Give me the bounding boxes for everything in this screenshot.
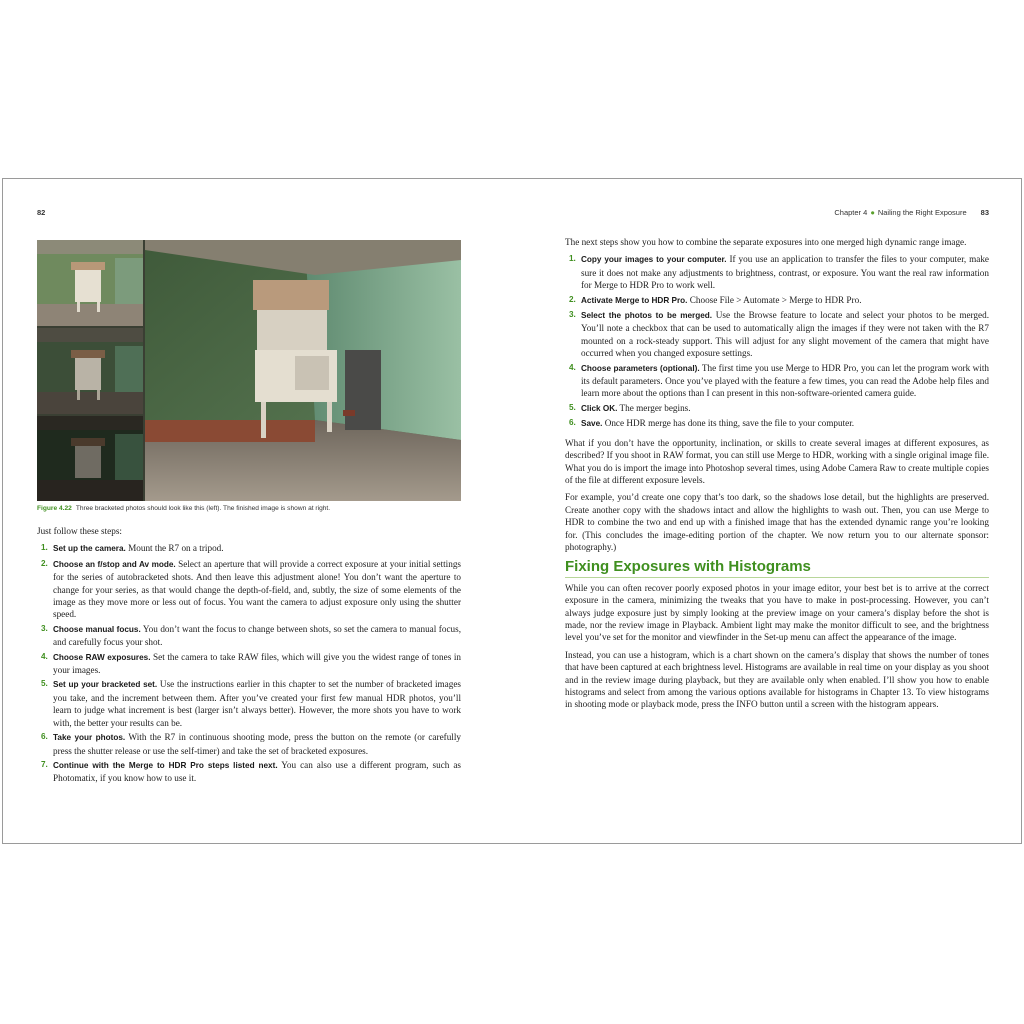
step-text: Mount the R7 on a tripod. — [125, 543, 224, 554]
list-item — [565, 417, 989, 430]
step-number: 6. — [41, 732, 48, 742]
step-number: 4. — [41, 651, 48, 661]
step-text: The first time you use Merge to HDR Pro, you can let the program work with its default parameters. Once you’ve played with the feature a few times, you can read the Adobe help files and learn more about the options than I can present in this non-software-oriented camera guide. — [581, 362, 989, 399]
bullet-separator-icon: ● — [870, 208, 875, 217]
shooting-steps-list — [37, 542, 461, 784]
step-number: 3. — [569, 310, 576, 320]
right-intro: The next steps show you how to combine the separate exposures into one merged high dynamic range image. — [565, 237, 967, 247]
section-heading: Fixing Exposures with Histograms — [565, 561, 989, 577]
list-item — [37, 558, 461, 621]
step-lead: Click OK. — [581, 403, 618, 413]
list-item — [565, 294, 989, 307]
paragraph-example-copies: For example, you’d create one copy that’s too dark, so the shadows lose detail, but the highlights are preserved. Create another copy with the shadows intact and allow the highlights to wash out. Then, you can use Merge to HDR to combine the two and end up with a finished image that has the extended dynamic range you’re looking for. (This concludes the image-editing portion of the chapter. We now return you to our alternate sponsor: photography.) — [565, 492, 989, 552]
step-number: 4. — [569, 362, 576, 372]
step-number: 2. — [569, 294, 576, 304]
figure-caption-text: Three bracketed photos should look like this (left). The finished image is shown at right. — [75, 505, 331, 512]
figure-4-22 — [37, 240, 461, 501]
step-text: Select an aperture that will provide a correct exposure at your initial settings for the series of autobracketed shots. And then leave this adjustment alone! You don’t want the aperture to change for your series, as that would change the depth-of-field, and, subtly, the size of some elements of the image as they move more or less out of focus. You want the camera to adjust exposure only using the shutter speed. — [53, 558, 461, 620]
bracketed-photo-bright — [37, 416, 143, 501]
step-text: With the R7 in continuous shooting mode, press the button on the remote (or carefully press the shutter release or use the self-timer) and take the set of bracketed exposures. — [53, 732, 461, 756]
step-lead: Select the photos to be merged. — [581, 311, 713, 321]
chapter-number: Chapter 4 — [834, 208, 868, 217]
list-item — [565, 253, 989, 291]
step-number: 5. — [41, 679, 48, 689]
right-page-number: 83 — [980, 208, 989, 217]
step-lead: Choose RAW exposures. — [53, 652, 151, 662]
right-page — [513, 179, 1023, 843]
bracketed-photo-normal — [37, 328, 143, 414]
merge-steps-list — [565, 253, 989, 430]
list-item — [565, 402, 989, 415]
step-lead: Take your photos. — [53, 733, 126, 743]
bracketed-photo-dark — [37, 240, 143, 326]
list-item — [565, 362, 989, 400]
figure-caption — [37, 505, 467, 512]
list-item — [37, 759, 461, 785]
step-lead: Set up your bracketed set. — [53, 680, 158, 690]
right-body-text — [565, 236, 989, 716]
step-lead: Choose an f/stop and Av mode. — [53, 559, 176, 569]
left-page-number: 82 — [37, 208, 46, 217]
left-page — [3, 179, 513, 843]
list-item — [37, 542, 461, 555]
step-number: 1. — [569, 254, 576, 264]
step-lead: Save. — [581, 419, 603, 429]
left-body-text — [37, 525, 461, 791]
step-lead: Activate Merge to HDR Pro. — [581, 295, 688, 305]
list-item — [37, 651, 461, 677]
paragraph-raw-single-image: What if you don’t have the opportunity, inclination, or skills to create several images at different exposures, as described? If you shoot in RAW format, you can still use Merge to HDR, working with a single original image file. What you do is import the image into Photoshop several times, using Adobe Camera Raw to create multiple copies of the file at different exposure levels. — [565, 437, 989, 485]
step-text: Set the camera to take RAW files, which will give you the widest range of tones in your images. — [53, 651, 461, 676]
step-text: You don’t want the focus to change between shots, so set the camera to manual focus, and carefully focus your shot. — [53, 623, 461, 648]
figure-label: Figure 4.22 — [37, 505, 72, 512]
step-number: 2. — [41, 558, 48, 568]
list-item — [37, 678, 461, 729]
list-item — [565, 309, 989, 360]
step-lead: Copy your images to your computer. — [581, 255, 727, 265]
running-header — [834, 208, 989, 217]
finished-hdr-photo — [145, 240, 461, 501]
step-text: Choose File > Automate > Merge to HDR Pro. — [687, 294, 862, 305]
step-text: You can also use a different program, such as Photomatix, if you know how to use it. — [53, 759, 461, 784]
list-item — [37, 731, 461, 757]
step-text: Use the Browse feature to locate and select your photos to be merged. You’ll note a checkbox that can be used to automatically align the images if they were not taken with the R7 mounted on a rock-steady support. This will adjust for any slight movement of the camera that might have occurred when you changed exposure settings. — [581, 310, 989, 359]
step-number: 6. — [569, 418, 576, 428]
step-lead: Choose parameters (optional). — [581, 363, 700, 373]
step-text: Once HDR merge has done its thing, save the file to your computer. — [602, 418, 855, 429]
step-text: If you use an application to transfer the files to your computer, make sure it does not make any adjustments to brightness, contrast, or exposure. You want the real raw information for Merge to HDR Pro to work well. — [581, 254, 990, 291]
list-item — [37, 623, 461, 649]
step-lead: Choose manual focus. — [53, 624, 141, 634]
step-number: 3. — [41, 623, 48, 633]
paragraph-exposure-in-camera: While you can often recover poorly exposed photos in your image editor, your best bet is to arrive at the correct exposure in the camera, minimizing the tweaks that you have to make in post-processing. However, you can’t always judge exposure just by simply looking at the preview image on your camera’s display before the shot is made, nor the review image in Playback. Ambient light may make the monitor difficult to see, and the brightness level you’ve set for the monitor and viewfinder in the Set-up menu can affect the appearance of the image. — [565, 582, 989, 643]
step-text: The merger begins. — [617, 402, 691, 413]
book-spread — [2, 178, 1022, 844]
step-number: 5. — [569, 402, 576, 412]
step-number: 1. — [41, 543, 48, 553]
step-lead: Set up the camera. — [53, 544, 126, 554]
chapter-title: Nailing the Right Exposure — [877, 208, 967, 217]
step-number: 7. — [41, 759, 48, 769]
left-intro: Just follow these steps: — [37, 526, 122, 536]
step-lead: Continue with the Merge to HDR Pro steps listed next. — [53, 760, 278, 770]
paragraph-histogram-intro: Instead, you can use a histogram, which is a chart shown on the camera’s display that shows the number of tones that have been captured at each brightness level. Histograms are available in real time on your display as you shoot and in the review image during playback, but they are available only when enabled. I’ll show you how to enable histograms and select from among the various options available for histograms in Chapter 13. To view histograms in shooting mode or playback mode, press the INFO button until a screen with the histogram appears. — [565, 649, 989, 710]
step-text: Use the instructions earlier in this chapter to set the number of bracketed images you take, and the increment between them. After you’ve created your first few manual HDR photos, you’ll learn to judge what increment is best (larger isn’t always better). However, the more shots you have to work with, the better your results can be. — [53, 679, 461, 728]
